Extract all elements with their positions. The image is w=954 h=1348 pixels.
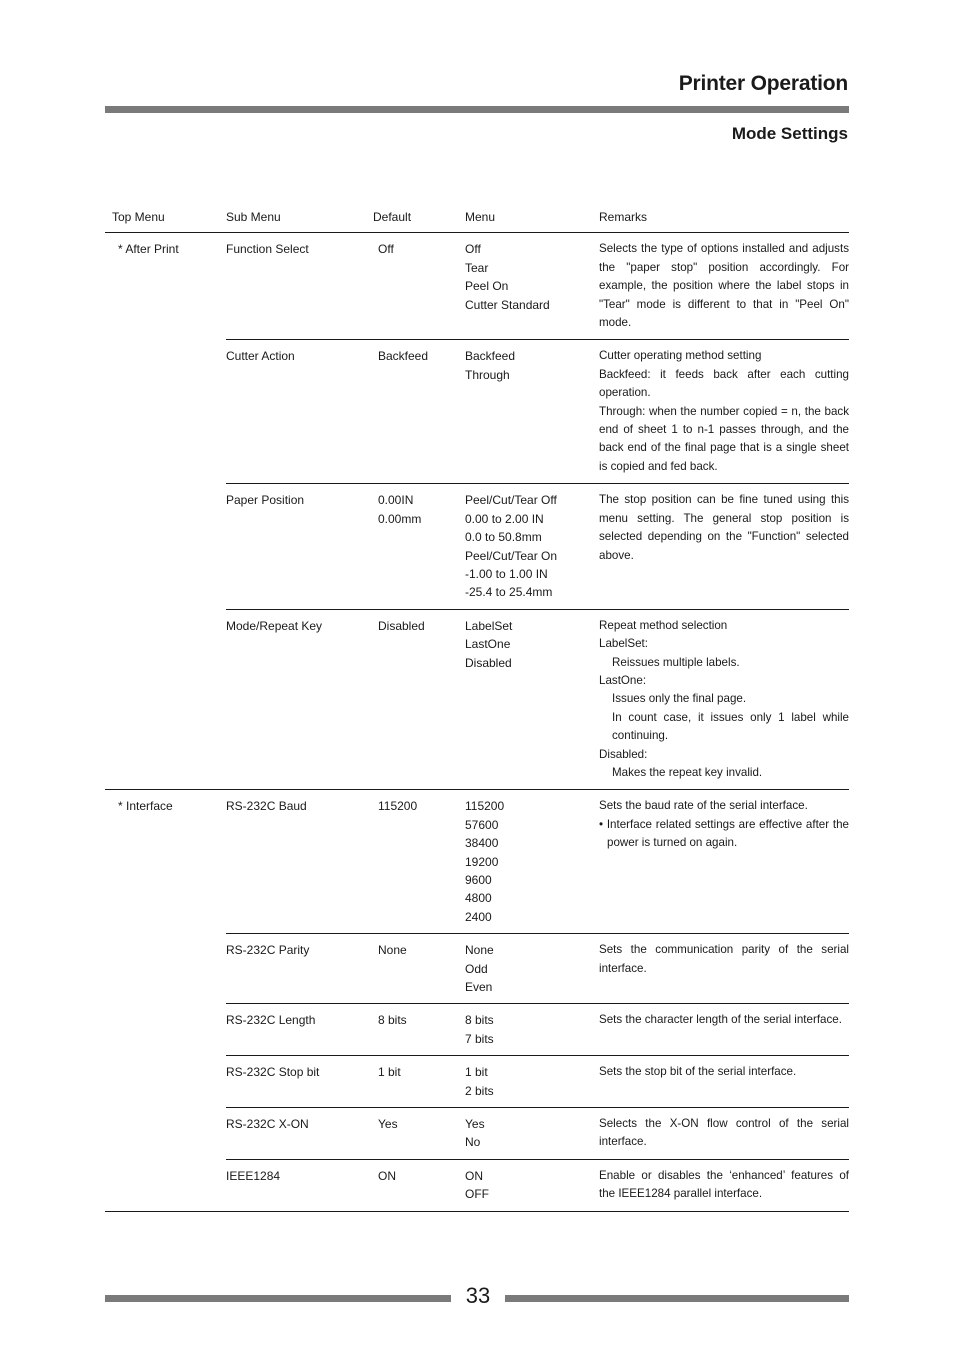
menu-option: 115200 [465,799,505,814]
default-cell [373,484,465,609]
sub-menu-cell: Function Select [226,242,309,257]
menu-option: 7 bits [465,1031,494,1046]
top-menu-cell [105,484,226,609]
column-header-sub-menu: Sub Menu [226,205,373,233]
footer-rule-left [105,1295,451,1302]
remark-line: Cutter operating method setting [599,349,762,363]
table-body [105,233,849,1211]
menu-option: -25.4 to 25.4mm [465,585,553,600]
menu-option: LabelSet [465,618,513,633]
table-row [105,790,849,934]
remark-line: Issues only the final page. [612,692,747,706]
section-title: Printer Operation [678,72,848,95]
menu-cell [465,1108,599,1160]
remark-line: LastOne: [599,673,647,687]
menu-option: Even [465,980,493,995]
sub-menu-cell: RS-232C Length [226,1004,373,1056]
menu-cell [465,484,599,609]
menu-option: 9600 [465,873,492,887]
menu-option: Peel/Cut/Tear Off [465,493,557,508]
table-row [105,484,849,609]
top-menu-cell [105,340,226,484]
remarks-cell [599,484,849,609]
top-menu-cell [105,1108,226,1160]
table-row [105,1159,849,1211]
default-value: Backfeed [378,349,429,364]
sub-menu-cell: Mode/Repeat Key [226,609,373,790]
remarks-cell [599,1004,849,1056]
top-menu-cell [105,934,226,1004]
table-row [105,233,849,340]
menu-option: Yes [465,1117,485,1132]
top-menu-cell [105,1056,226,1108]
sub-menu-cell: IEEE1284 [226,1159,373,1211]
remark-line: • Interface related settings are effective after the power is turned on again. [599,817,849,850]
table-row [105,340,849,484]
menu-cell [465,790,599,934]
default-value: 8 bits [378,1013,407,1028]
column-header-menu: Menu [465,205,599,233]
menu-option: Cutter Standard [465,297,550,312]
table-row [105,1108,849,1160]
table-row [105,934,849,1004]
default-cell [373,1108,465,1160]
menu-option: Peel/Cut/Tear On [465,548,558,563]
remark-line: Sets the stop bit of the serial interface. [599,1065,797,1079]
default-value: 115200 [378,799,418,814]
remark-line: Makes the repeat key invalid. [612,765,763,779]
default-cell [373,1004,465,1056]
menu-option: 1 bit [465,1065,488,1080]
remark-line: Sets the communication parity of the serial interface. [599,943,849,975]
remark-line: Backfeed: it feeds back after each cutting operation. [599,367,849,400]
remark-line: The stop position can be fine tuned using this menu setting. The general stop position is selected depending on the "Function" selected above. [599,493,849,562]
table-row [105,609,849,790]
menu-cell [465,934,599,1004]
remark-line: Enable or disables the ‘enhanced’ features of the IEEE1284 parallel interface. [599,1168,849,1201]
sub-menu-cell: RS-232C X-ON [226,1108,373,1160]
menu-cell [465,1056,599,1108]
default-cell [373,609,465,790]
mode-settings-table [105,205,849,1212]
menu-option: No [465,1135,481,1150]
menu-option: Peel On [465,279,509,294]
default-cell [373,1159,465,1211]
default-value: None [378,943,407,958]
menu-option: Through [465,367,510,382]
menu-cell [465,1159,599,1211]
default-value: Yes [378,1117,398,1132]
remarks-cell [599,934,849,1004]
menu-option: None [465,943,494,958]
default-cell [373,233,465,340]
default-value: Disabled [378,618,425,633]
menu-option: LastOne [465,637,511,652]
default-value: ON [378,1168,396,1183]
table-row [105,1056,849,1108]
menu-option: Off [465,242,481,257]
remarks-cell [599,1108,849,1160]
remarks-cell [599,1159,849,1211]
top-menu-cell [105,1004,226,1056]
table-header-row [105,205,849,233]
top-menu-cell: * After Print [118,242,179,257]
remark-line: Selects the type of options installed and adjusts the "paper stop" position accordingly. For example, the position where the label stops in "Tear" mode is different to that in "Peel On" mode. [599,242,849,330]
remark-line: Through: when the number copied = n, the back end of sheet 1 to n-1 passes through, and the back end of the final page that is a single sheet is copied and fed back. [599,404,849,473]
remark-line: Sets the character length of the serial interface. [599,1013,842,1027]
default-value: Off [378,242,394,257]
column-header-top-menu: Top Menu [105,205,226,233]
menu-option: 57600 [465,817,499,832]
menu-option: Backfeed [465,349,516,364]
sub-menu-cell: RS-232C Baud [226,790,373,934]
column-header-default: Default [373,205,465,233]
menu-option: 4800 [465,891,492,906]
menu-cell [465,340,599,484]
menu-option: 0.00 to 2.00 IN [465,511,544,526]
remarks-cell [599,233,849,340]
menu-cell [465,233,599,340]
footer-rule-right [505,1295,849,1302]
remarks-cell [599,340,849,484]
default-value: 0.00IN [378,493,414,508]
remark-line: Selects the X-ON flow control of the serial interface. [599,1117,849,1149]
remark-line: Disabled: [599,747,648,761]
subsection-title: Mode Settings [731,124,848,143]
remark-line: Sets the baud rate of the serial interface. [599,799,808,813]
menu-option: Disabled [465,655,512,670]
menu-option: Odd [465,961,488,976]
menu-option: OFF [465,1187,489,1202]
default-cell [373,1056,465,1108]
default-value: 0.00mm [378,511,422,526]
menu-option: 2 bits [465,1083,494,1098]
menu-option: -1.00 to 1.00 IN [465,566,548,581]
remark-line: Reissues multiple labels. [612,655,740,669]
menu-cell [465,1004,599,1056]
menu-option: 19200 [465,854,499,869]
sub-menu-cell: RS-232C Stop bit [226,1056,373,1108]
remark-line: Repeat method selection [599,618,728,632]
top-menu-cell [105,609,226,790]
top-menu-cell [105,1159,226,1211]
remarks-cell [599,790,849,934]
table-row [105,1004,849,1056]
sub-menu-cell: RS-232C Parity [226,934,373,1004]
remark-line: LabelSet: [599,637,648,651]
menu-option: 8 bits [465,1013,494,1028]
remarks-cell [599,1056,849,1108]
menu-cell [465,609,599,790]
sub-menu-cell: Paper Position [226,484,373,609]
title-rule [105,106,849,113]
remark-line: In count case, it issues only 1 label while continuing. [612,710,849,743]
sub-menu-cell: Cutter Action [226,340,373,484]
menu-option: ON [465,1168,483,1183]
default-cell [373,340,465,484]
column-header-remarks: Remarks [599,205,849,233]
menu-option: 38400 [465,836,499,851]
default-value: 1 bit [378,1065,401,1080]
menu-option: Tear [465,260,489,275]
menu-option: 0.0 to 50.8mm [465,530,542,545]
page-number: 33 [465,1283,491,1308]
top-menu-cell: * Interface [105,790,226,934]
remarks-cell [599,609,849,790]
default-cell [373,790,465,934]
menu-option: 2400 [465,909,492,924]
default-cell [373,934,465,1004]
